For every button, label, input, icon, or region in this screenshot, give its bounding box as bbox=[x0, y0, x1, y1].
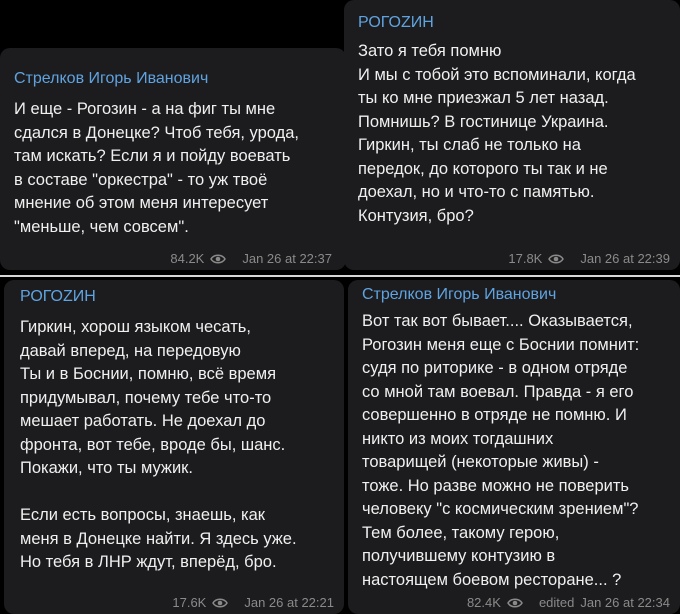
eye-icon bbox=[548, 253, 564, 265]
message-time: Jan 26 at 22:37 bbox=[242, 251, 332, 266]
message-bubble bbox=[348, 280, 680, 614]
message-author[interactable]: РОГОZИН bbox=[20, 288, 96, 305]
message-meta bbox=[467, 595, 670, 610]
message-author[interactable]: РОГОZИН bbox=[358, 14, 434, 31]
view-count: 84.2K bbox=[170, 251, 205, 266]
message-text: И еще - Рогозин - а на фиг ты мне сдался в Донецке? Чтоб тебя, урода, там искать? Если я и пойду воевать в составе "оркестра" - то уж твоё мнение об этом меня интересует "меньше, чем совсем". bbox=[14, 100, 299, 236]
view-count: 17.6K bbox=[172, 595, 207, 610]
message-meta bbox=[172, 595, 334, 610]
message-text: Вот так вот бывает.... Оказывается, Рогозин меня еще с Боснии помнит: судя по риторике - в одном отряде со мной там воевал. Правда - я его совершенно в отряде не помню. И никто из моих тогдашних товарищей (некоторые живы) - тоже. Но разве можно не поверить человеку "с космическим зрением"? Тем более, такому герою, получившему контузию в настоящем боевом ресторане... ? bbox=[362, 312, 640, 589]
message-text: Зато я тебя помню И мы с тобой это вспоминали, когда ты ко мне приезжал 5 лет назад. Помнишь? В гостинице Украина. Гиркин, ты слаб не только на передок, до которого ты так и не доехал, но и что-то с памятью. Контузия, бро? bbox=[358, 42, 636, 225]
eye-icon bbox=[507, 597, 523, 609]
message-meta bbox=[170, 251, 332, 266]
message-author[interactable]: Стрелков Игорь Иванович bbox=[14, 70, 209, 87]
message-time: Jan 26 at 22:34 bbox=[580, 595, 670, 610]
view-count: 82.4K bbox=[466, 595, 501, 610]
message-bubble bbox=[344, 0, 680, 270]
message-text: Гиркин, хорош языком чесать, давай вперед, на передовую Ты и в Боснии, помню, всё время придумывал, почему тебе что-то мешает работать. Не доехал до фронта, вот тебе, вроде бы, шанс. Покажи, что ты мужик. Если есть вопросы, знаешь, как меня в Донецке найти. Я здесь уже. Но тебя в ЛНР ждут, вперёд, бро. bbox=[20, 318, 297, 571]
edited-label: edited bbox=[538, 595, 575, 610]
message-meta bbox=[508, 251, 670, 266]
message-time: Jan 26 at 22:39 bbox=[580, 251, 670, 266]
divider bbox=[0, 275, 680, 277]
message-bubble bbox=[0, 48, 346, 270]
message-time: Jan 26 at 22:21 bbox=[244, 595, 334, 610]
eye-icon bbox=[210, 253, 226, 265]
eye-icon bbox=[212, 597, 228, 609]
message-bubble bbox=[4, 280, 344, 614]
message-author[interactable]: Стрелков Игорь Иванович bbox=[362, 286, 557, 303]
view-count: 17.8K bbox=[508, 251, 543, 266]
